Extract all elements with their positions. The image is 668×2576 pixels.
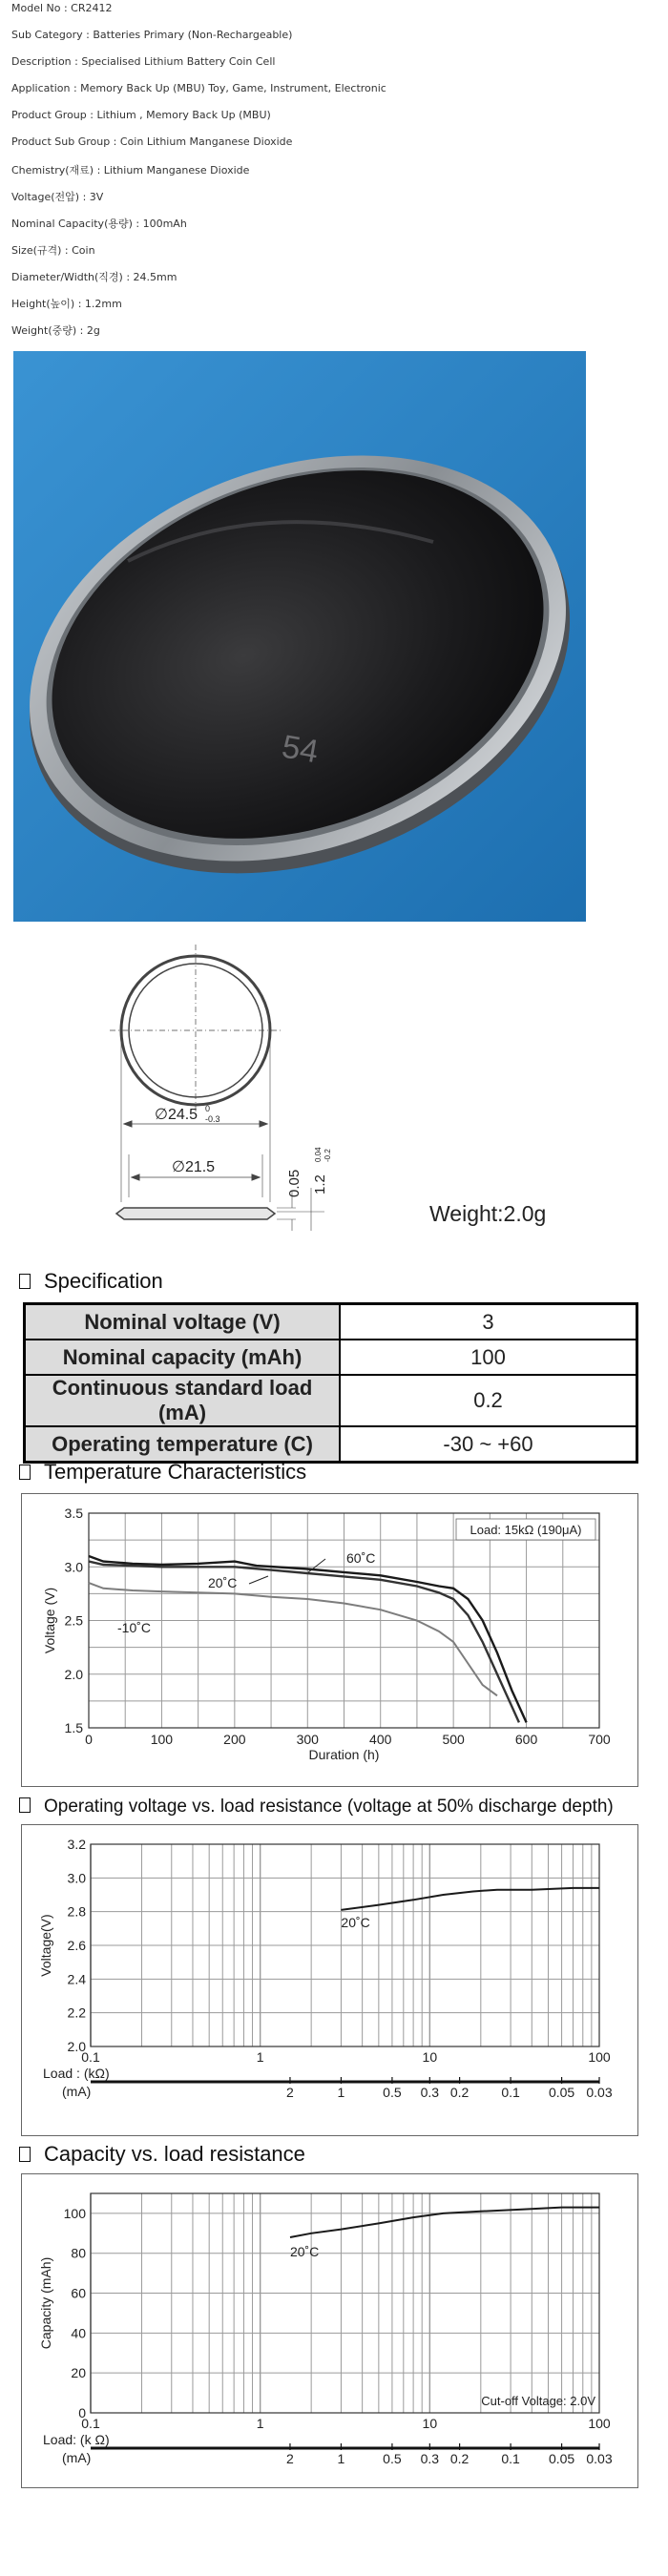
x-tick-label: 0.1 <box>81 2049 100 2065</box>
battery-photo <box>13 351 586 922</box>
spec-key: Nominal capacity (mAh) <box>25 1340 341 1375</box>
height-tol-plus: 0.04 <box>314 1147 323 1162</box>
series-label: 60˚C <box>346 1550 376 1566</box>
height-label: 1.2 <box>312 1174 328 1195</box>
x-tick-label: 0.1 <box>81 2416 100 2431</box>
spec-value: 3 <box>340 1304 637 1340</box>
specification-title: Specification <box>44 1269 163 1293</box>
temperature-chart <box>22 1494 637 1786</box>
spec-line-voltage: Voltage(전압) : 3V <box>11 191 104 203</box>
capacity-heading <box>19 2142 305 2167</box>
x-tick-label: 1 <box>256 2416 264 2431</box>
heading-box-icon <box>19 2147 31 2162</box>
cutoff-annotation: Cut-off Voltage: 2.0V <box>481 2394 595 2408</box>
ma-tick-label: 0.1 <box>501 2085 520 2100</box>
ma-tick-label: 0.5 <box>383 2085 402 2100</box>
ma-tick-label: 1 <box>337 2085 345 2100</box>
ma-axis-label: (mA) <box>62 2084 92 2099</box>
spec-line-product-sub-group: Product Sub Group : Coin Lithium Manganese Dioxide <box>11 135 293 148</box>
table-row <box>25 1340 637 1375</box>
ma-tick-label: 1 <box>337 2451 345 2466</box>
spec-line-model: Model No : CR2412 <box>11 2 113 14</box>
capacity-title: Capacity vs. load resistance <box>44 2142 305 2166</box>
dimension-drawing <box>105 945 563 1250</box>
spec-value: -30 ~ +60 <box>340 1426 637 1463</box>
spec-line-description: Description : Specialised Lithium Battery Coin Cell <box>11 55 276 68</box>
spec-line-sub-category: Sub Category : Batteries Primary (Non-Rechargeable) <box>11 29 293 41</box>
series-label: 20˚C <box>208 1575 238 1590</box>
y-tick-label: 3.0 <box>67 1870 86 1886</box>
series-line <box>89 1583 497 1695</box>
load-axis-label: Load: (k Ω) <box>43 2432 110 2447</box>
x-tick-label: 1 <box>256 2049 264 2065</box>
heading-box-icon <box>19 1465 31 1480</box>
load-heading <box>19 1797 614 1818</box>
height-tol-minus: -0.2 <box>324 1149 332 1162</box>
x-tick-label: 400 <box>369 1732 392 1747</box>
temperature-title: Temperature Characteristics <box>44 1460 307 1484</box>
spec-key: Operating temperature (C) <box>25 1426 341 1463</box>
y-tick-label: 2.8 <box>67 1903 86 1920</box>
spec-value: 100 <box>340 1340 637 1375</box>
table-row <box>25 1426 637 1463</box>
y-axis-label: Voltage (V) <box>42 1587 57 1654</box>
series-label: -10˚C <box>117 1620 152 1635</box>
spec-line-weight: Weight(중량) : 2g <box>11 324 100 337</box>
inner-diameter-label: ∅21.5 <box>172 1159 216 1175</box>
series-line <box>341 1888 599 1910</box>
ma-tick-label: 0.1 <box>501 2451 520 2466</box>
load-chart-frame <box>21 1824 638 2136</box>
battery-engraving: 54 <box>279 728 322 771</box>
plot-border <box>91 2193 599 2413</box>
x-tick-label: 10 <box>422 2416 438 2431</box>
y-tick-label: 3.2 <box>67 1837 86 1852</box>
spec-line-product-group: Product Group : Lithium , Memory Back Up (MBU) <box>11 109 271 121</box>
table-row <box>25 1375 637 1426</box>
outer-tol-plus: 0 <box>205 1104 211 1113</box>
capacity-chart <box>22 2174 637 2487</box>
load-annotation: Load: 15kΩ (190μA) <box>470 1523 582 1537</box>
ma-tick-label: 2 <box>286 2451 294 2466</box>
y-tick-label: 60 <box>71 2285 86 2301</box>
ma-tick-label: 0.3 <box>420 2085 440 2100</box>
x-tick-label: 700 <box>588 1732 611 1747</box>
spec-line-height: Height(높이) : 1.2mm <box>11 298 122 310</box>
y-tick-label: 80 <box>71 2245 86 2261</box>
y-tick-label: 3.0 <box>64 1559 83 1575</box>
y-tick-label: 20 <box>71 2365 86 2381</box>
x-tick-label: 100 <box>588 2049 611 2065</box>
y-tick-label: 2.0 <box>64 1666 83 1682</box>
outer-diameter-label: ∅24.5 <box>155 1107 198 1123</box>
series-label: 20˚C <box>341 1914 370 1930</box>
series-line <box>290 2208 599 2237</box>
weight-label: Weight:2.0g <box>429 1201 547 1226</box>
series-label: 20˚C <box>289 2244 320 2259</box>
ma-tick-label: 0.03 <box>586 2085 613 2100</box>
ma-tick-label: 0.05 <box>548 2085 575 2100</box>
ma-tick-label: 2 <box>286 2085 294 2100</box>
spec-key: Continuous standard load (mA) <box>25 1375 341 1426</box>
outer-tol-minus: -0.3 <box>205 1114 220 1124</box>
step-label: 0.05 <box>286 1169 303 1197</box>
load-axis-label: Load : (kΩ) <box>43 2066 110 2081</box>
x-tick-label: 100 <box>150 1732 174 1747</box>
spec-line-diameter: Diameter/Width(직경) : 24.5mm <box>11 271 177 283</box>
y-tick-label: 2.5 <box>64 1612 83 1629</box>
x-tick-label: 100 <box>588 2416 611 2431</box>
capacity-chart-frame <box>21 2173 638 2488</box>
load-voltage-chart <box>22 1825 637 2135</box>
spec-line-application: Application : Memory Back Up (MBU) Toy, Game, Instrument, Electronic <box>11 82 386 94</box>
y-tick-label: 2.6 <box>67 1938 86 1953</box>
y-tick-label: 2.4 <box>67 1971 86 1987</box>
ma-tick-label: 0.5 <box>383 2451 402 2466</box>
ma-tick-label: 0.2 <box>449 2085 470 2100</box>
ma-tick-label: 0.2 <box>449 2451 470 2466</box>
load-title: Operating voltage vs. load resistance (voltage at 50% discharge depth) <box>44 1797 614 1817</box>
y-tick-label: 3.5 <box>64 1506 83 1521</box>
y-axis-label: Capacity (mAh) <box>38 2256 53 2350</box>
ma-axis-label: (mA) <box>62 2450 92 2465</box>
temperature-heading <box>19 1460 306 1485</box>
y-tick-label: 0 <box>78 2405 86 2420</box>
y-tick-label: 1.5 <box>64 1720 83 1735</box>
x-tick-label: 500 <box>442 1732 465 1747</box>
y-tick-label: 40 <box>71 2325 86 2341</box>
x-tick-label: 200 <box>223 1732 246 1747</box>
y-axis-label: Voltage(V) <box>38 1914 53 1977</box>
y-tick-label: 2.2 <box>67 2005 86 2021</box>
heading-box-icon <box>19 1797 31 1813</box>
x-axis-label: Duration (h) <box>308 1747 380 1762</box>
ma-tick-label: 0.3 <box>420 2451 440 2466</box>
spec-line-size: Size(규격) : Coin <box>11 244 95 257</box>
spec-line-capacity: Nominal Capacity(용량) : 100mAh <box>11 218 187 230</box>
ma-tick-label: 0.03 <box>586 2451 613 2466</box>
spec-line-chemistry: Chemistry(재료) : Lithium Manganese Dioxide <box>11 164 250 177</box>
table-row <box>25 1304 637 1340</box>
x-tick-label: 10 <box>422 2049 438 2065</box>
spec-value: 0.2 <box>340 1375 637 1426</box>
specification-heading <box>19 1269 163 1294</box>
leader-line <box>249 1576 268 1584</box>
specification-table <box>23 1302 638 1464</box>
y-tick-label: 100 <box>63 2205 86 2221</box>
temperature-chart-frame <box>21 1493 638 1787</box>
y-tick-label: 2.0 <box>67 2039 86 2054</box>
x-tick-label: 0 <box>85 1732 93 1747</box>
x-tick-label: 600 <box>514 1732 538 1747</box>
x-tick-label: 300 <box>296 1732 319 1747</box>
heading-box-icon <box>19 1274 31 1289</box>
ma-tick-label: 0.05 <box>548 2451 575 2466</box>
spec-key: Nominal voltage (V) <box>25 1304 341 1340</box>
